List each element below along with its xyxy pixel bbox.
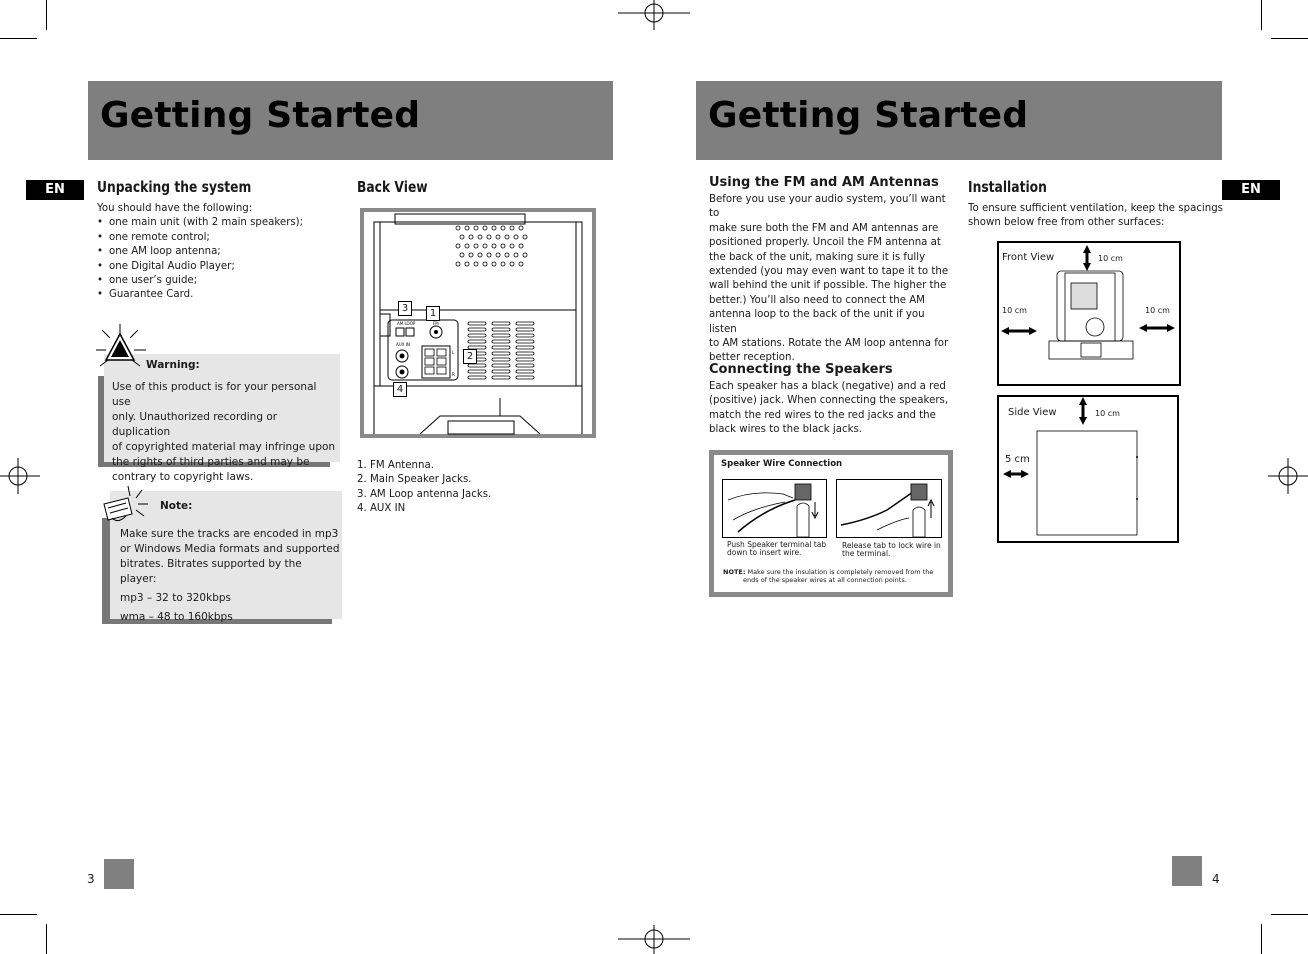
back-view-legend — [357, 459, 491, 517]
speakers-text — [709, 380, 954, 438]
release-caption — [842, 542, 941, 558]
fm-label: FM — [433, 321, 439, 326]
registration-mark-icon — [0, 458, 40, 494]
caption-line: down to insert wire. — [727, 548, 802, 557]
vent-hole — [465, 226, 469, 230]
registration-mark-icon — [1268, 458, 1308, 494]
vent-hole — [492, 226, 496, 230]
vent-hole — [510, 262, 514, 266]
vent-hole — [514, 253, 518, 257]
legend-item: 1. FM Antenna. — [357, 460, 434, 471]
crop-mark — [1271, 38, 1308, 39]
installation-heading: Installation — [968, 178, 1047, 196]
caption-line: Release tab to lock wire in — [842, 541, 941, 550]
language-tab: EN — [26, 180, 84, 200]
antennas-heading: Using the FM and AM Antennas — [709, 175, 939, 190]
vent-hole — [510, 244, 514, 248]
list-item: • one user’s guide; — [97, 274, 337, 288]
vent-hole — [456, 262, 460, 266]
caption-line: Push Speaker terminal tab — [727, 540, 827, 549]
callout-2: 2 — [463, 349, 477, 364]
vent-hole — [456, 226, 460, 230]
text-line: make sure both the FM and AM antennas are — [709, 222, 939, 234]
unpacking-heading: Unpacking the system — [97, 178, 252, 196]
warning-line: contrary to copyright laws. — [112, 471, 254, 483]
side-top-clearance: 10 cm — [1095, 409, 1120, 418]
vent-hole — [469, 253, 473, 257]
legend-item: 3. AM Loop antenna Jacks. — [357, 488, 492, 500]
vent-hole — [496, 235, 500, 239]
vent-hole — [460, 253, 464, 257]
note-line-wma: wma – 48 to 160kbps — [120, 611, 233, 623]
installation-text — [968, 202, 1233, 231]
crop-mark — [1261, 0, 1262, 30]
front-right-clearance: 10 cm — [1145, 306, 1170, 315]
front-view-diagram — [997, 241, 1181, 386]
page-number: 3 — [87, 872, 95, 886]
note-pad-icon — [98, 484, 154, 526]
push-tab-icon — [723, 480, 826, 537]
wire-note-line: Make sure the insulation is completely removed from the — [747, 568, 934, 576]
list-item: • one remote control; — [97, 231, 337, 245]
release-tab-illustration — [836, 479, 942, 538]
release-tab-icon — [837, 480, 941, 537]
side-view-diagram — [997, 395, 1179, 543]
vent-hole — [523, 235, 527, 239]
list-item: • one AM loop antenna; — [97, 245, 337, 259]
vent-hole — [465, 262, 469, 266]
unit-back-illustration — [360, 208, 596, 438]
vent-hole — [487, 253, 491, 257]
page-banner — [88, 81, 613, 160]
vent-hole — [505, 253, 509, 257]
front-top-clearance: 10 cm — [1098, 254, 1123, 263]
warning-icon — [94, 322, 150, 376]
crop-mark — [46, 0, 47, 30]
language-tab: EN — [1222, 180, 1280, 200]
page-number: 4 — [1212, 872, 1220, 886]
text-line: positioned properly. Uncoil the FM antenna at — [709, 237, 941, 249]
left-channel-label: L — [452, 350, 455, 355]
back-view-heading: Back View — [357, 178, 428, 196]
text-line: to AM stations. Rotate the AM loop antenna for — [709, 338, 949, 350]
page-corner-block — [104, 859, 134, 889]
push-tab-illustration — [722, 479, 827, 538]
text-line: Before you use your audio system, you’ll want to — [709, 194, 946, 220]
callout-3: 3 — [398, 301, 412, 316]
vent-hole — [492, 244, 496, 248]
push-caption — [727, 541, 826, 557]
box-shadow — [98, 376, 104, 467]
speaker-wire-title: Speaker Wire Connection — [721, 459, 843, 469]
wire-note-label: NOTE: — [723, 568, 746, 576]
warning-title: Warning: — [146, 359, 200, 371]
vent-hole — [478, 253, 482, 257]
legend-item: 2. Main Speaker Jacks. — [357, 474, 472, 486]
list-item: • Guarantee Card. — [97, 288, 337, 302]
page-title: Getting Started — [100, 95, 421, 136]
vent-hole — [501, 226, 505, 230]
page-banner — [696, 81, 1222, 160]
note-line-mp3: mp3 – 32 to 320kbps — [120, 592, 231, 604]
callout-1: 1 — [426, 306, 440, 321]
unpacking-section — [97, 202, 337, 303]
text-line: better.) You’ll also need to connect the AM — [709, 294, 925, 306]
note-title: Note: — [160, 500, 193, 512]
text-line: shown below free from other surfaces: — [968, 217, 1165, 229]
crop-mark — [46, 924, 47, 954]
warning-line: Use of this product is for your personal use — [112, 381, 317, 408]
vent-hole — [469, 235, 473, 239]
speaker-wire-box — [709, 450, 953, 597]
text-line: wall behind the unit if possible. The higher the — [709, 280, 947, 292]
crop-mark — [1271, 914, 1308, 915]
text-line: black wires to the black jacks. — [709, 424, 863, 436]
box-shadow — [102, 518, 110, 624]
vent-hole — [483, 226, 487, 230]
front-unit-illustration — [999, 243, 1179, 384]
note-line: or Windows Media formats and supported — [120, 543, 340, 555]
vent-hole — [510, 226, 514, 230]
side-view-label: Side View — [1008, 407, 1057, 418]
vent-hole — [474, 244, 478, 248]
back-view-figure — [360, 208, 596, 438]
caption-line: the terminal. — [842, 549, 891, 558]
crop-mark — [0, 914, 37, 915]
warning-line: the rights of third parties and may be — [112, 456, 310, 468]
list-item: • one Digital Audio Player; — [97, 260, 337, 274]
crop-mark — [0, 38, 37, 39]
front-view-label: Front View — [1002, 252, 1055, 263]
front-left-clearance: 10 cm — [1002, 306, 1027, 315]
contents-list — [97, 216, 337, 302]
crop-mark — [1261, 924, 1262, 954]
vent-hole — [465, 244, 469, 248]
text-line: antenna loop to the back of the unit if you listen — [709, 309, 925, 335]
note-text — [120, 527, 340, 625]
wire-note — [723, 568, 933, 584]
vent-hole — [483, 262, 487, 266]
warning-line: only. Unauthorized recording or duplication — [112, 411, 278, 438]
vent-hole — [474, 262, 478, 266]
side-left-clearance: 5 cm — [1005, 454, 1030, 465]
note-line: bitrates. Bitrates supported by the player: — [120, 558, 302, 585]
vent-hole — [478, 235, 482, 239]
vent-hole — [519, 262, 523, 266]
vent-hole — [501, 244, 505, 248]
vent-hole — [460, 235, 464, 239]
registration-mark-icon — [618, 925, 690, 954]
text-line: match the red wires to the red jacks and the — [709, 409, 936, 421]
speakers-heading: Connecting the Speakers — [709, 362, 893, 377]
warning-line: of copyrighted material may infringe upon — [112, 441, 336, 453]
registration-mark-icon — [618, 0, 690, 30]
page-title: Getting Started — [708, 95, 1029, 136]
text-line: (positive) jack. When connecting the speakers, — [709, 395, 949, 407]
side-unit-illustration — [999, 397, 1177, 541]
callout-4: 4 — [393, 382, 407, 397]
antennas-text — [709, 193, 954, 366]
text-line: To ensure sufficient ventilation, keep the spacings — [968, 203, 1223, 214]
vent-hole — [505, 235, 509, 239]
vent-hole — [514, 235, 518, 239]
vent-hole — [483, 244, 487, 248]
vent-hole — [456, 244, 460, 248]
vent-hole — [523, 253, 527, 257]
vent-hole — [519, 226, 523, 230]
vent-hole — [501, 262, 505, 266]
text-line: better reception. — [709, 352, 795, 364]
wire-note-line: ends of the speaker wires at all connection points. — [743, 576, 907, 584]
vent-hole — [519, 244, 523, 248]
vent-hole — [474, 226, 478, 230]
page-corner-block — [1172, 856, 1202, 886]
vent-hole — [496, 253, 500, 257]
text-line: extended (you may even want to tape it to the — [709, 266, 949, 278]
note-line: Make sure the tracks are encoded in mp3 — [120, 528, 339, 540]
text-line: Each speaker has a black (negative) and a red — [709, 381, 946, 392]
list-item: • one main unit (with 2 main speakers); — [97, 216, 337, 230]
vent-hole — [487, 235, 491, 239]
legend-item: 4. AUX IN — [357, 503, 406, 515]
aux-in-label: AUX IN — [396, 342, 410, 347]
am-loop-label: AM LOOP — [397, 321, 416, 326]
unpacking-intro: You should have the following: — [97, 203, 253, 214]
text-line: the back of the unit, making sure it is fully — [709, 251, 926, 263]
vent-hole — [492, 262, 496, 266]
right-channel-label: R — [452, 372, 455, 377]
warning-text — [112, 380, 338, 485]
